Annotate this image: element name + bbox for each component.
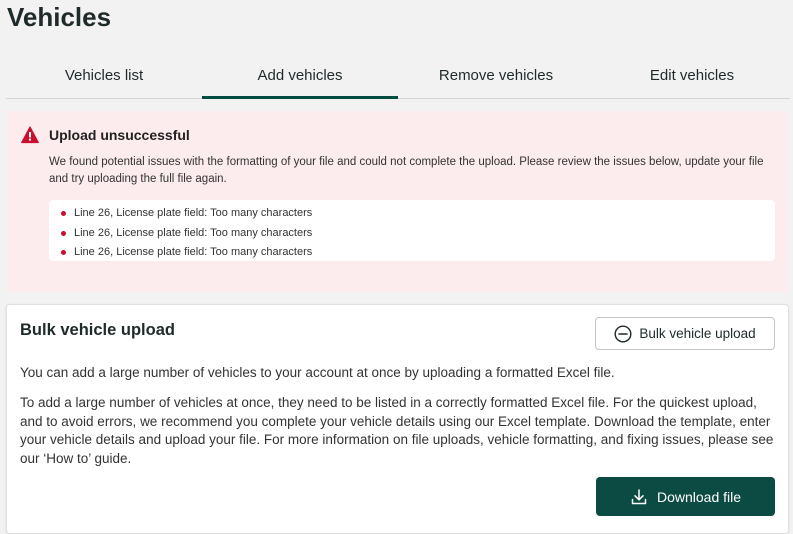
- upload-error-alert: [7, 111, 787, 292]
- tab-bar: [6, 58, 790, 99]
- warning-triangle-icon: [21, 126, 39, 144]
- tab-edit-vehicles[interactable]: Edit vehicles: [649, 67, 735, 84]
- download-button-label: Download file: [656, 488, 742, 505]
- page-title: Vehicles: [7, 2, 112, 32]
- bullet-icon: [61, 250, 66, 255]
- list-item: [61, 204, 775, 224]
- issue-text: Line 26, License plate field: Too many characters: [74, 226, 313, 239]
- list-item: [61, 224, 775, 244]
- card-instructions-text: To add a large number of vehicles at once, they need to be listed in a correctly formatted Excel file. For the quickest upload, and to avoid errors, we recommend you complete your vehicle details using our Excel template. Download the template, enter your vehicle details and upload your file. For more information on file uploads, vehicle formatting, and fixing issues, please see our ‘How to’ guide.: [20, 395, 774, 466]
- download-file-button[interactable]: [596, 477, 775, 516]
- minus-circle-icon: [614, 325, 632, 343]
- issues-list: [49, 200, 775, 261]
- download-icon: [630, 488, 648, 506]
- issue-text: Line 26, License plate field: Too many characters: [74, 207, 313, 219]
- tab-add-vehicles[interactable]: Add vehicles: [202, 58, 398, 98]
- bullet-icon: [61, 211, 66, 216]
- alert-message: We found potential issues with the formatting of your file and could not complete the upload. Please review the issues below, update your file and try uploading the full file again.: [49, 156, 764, 185]
- bulk-upload-toggle-button[interactable]: [595, 317, 775, 350]
- issue-text: Line 26, License plate field: Too many characters: [74, 246, 313, 258]
- tab-remove-vehicles[interactable]: Remove vehicles: [438, 67, 554, 84]
- card-intro-text: You can add a large number of vehicles to your account at once by uploading a formatted Excel file.: [20, 365, 615, 380]
- list-item: [61, 243, 775, 263]
- bullet-icon: [61, 231, 66, 236]
- tab-vehicles-list[interactable]: Vehicles list: [64, 67, 144, 84]
- alert-title: Upload unsuccessful: [49, 127, 190, 143]
- bulk-upload-card: [6, 304, 789, 534]
- toggle-button-label: Bulk vehicle upload: [639, 326, 756, 341]
- card-title: Bulk vehicle upload: [20, 321, 175, 339]
